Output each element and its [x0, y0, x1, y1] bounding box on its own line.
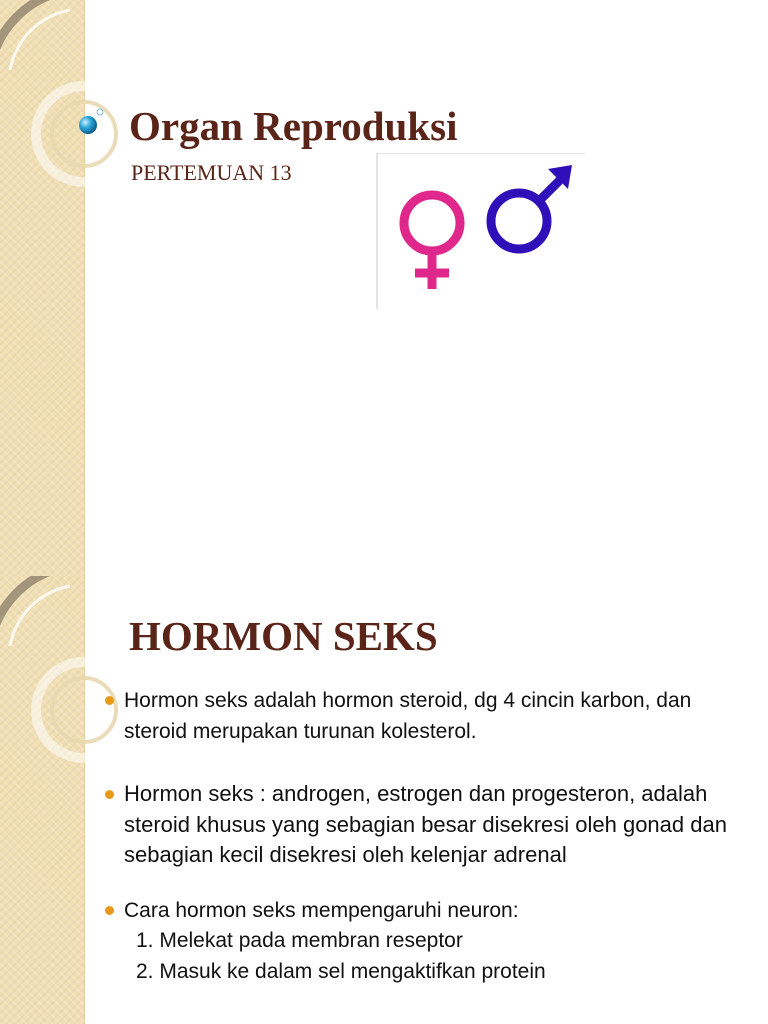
male-symbol-icon [491, 165, 572, 249]
female-symbol-icon [404, 195, 460, 289]
bullet-list [104, 686, 754, 987]
bullet-text: Cara hormon seks mempengaruhi neuron: [124, 898, 519, 922]
bullet-dot-icon [105, 696, 114, 705]
slide-title-text: Organ Reproduksi [129, 103, 458, 149]
bullet-text: Hormon seks : androgen, estrogen dan progesteron, adalah steroid khusus yang sebagian besar disekresi oleh gonad dan sebagian kecil disekresi oleh kelenjar adrenal [124, 781, 727, 867]
orb-bullet-icon [0, 0, 110, 150]
bullet-text: Hormon seks adalah hormon steroid, dg 4 cincin karbon, dan steroid merupakan turunan kolesterol. [124, 689, 692, 743]
sublist-item: 1. Melekat pada membran reseptor [136, 929, 463, 952]
bullet-dot-icon [105, 906, 114, 915]
list-item [104, 779, 754, 871]
slide-title-text: HORMON SEKS [129, 613, 438, 659]
gender-symbols-image [376, 153, 586, 309]
numbered-sublist [124, 926, 754, 987]
list-item [104, 896, 754, 988]
list-item [104, 686, 754, 747]
sublist-item: 2. Masuk ke dalam sel mengaktifkan protein [136, 959, 546, 983]
slide-subtitle: PERTEMUAN 13 [131, 160, 292, 185]
bullet-dot-icon [105, 790, 114, 799]
